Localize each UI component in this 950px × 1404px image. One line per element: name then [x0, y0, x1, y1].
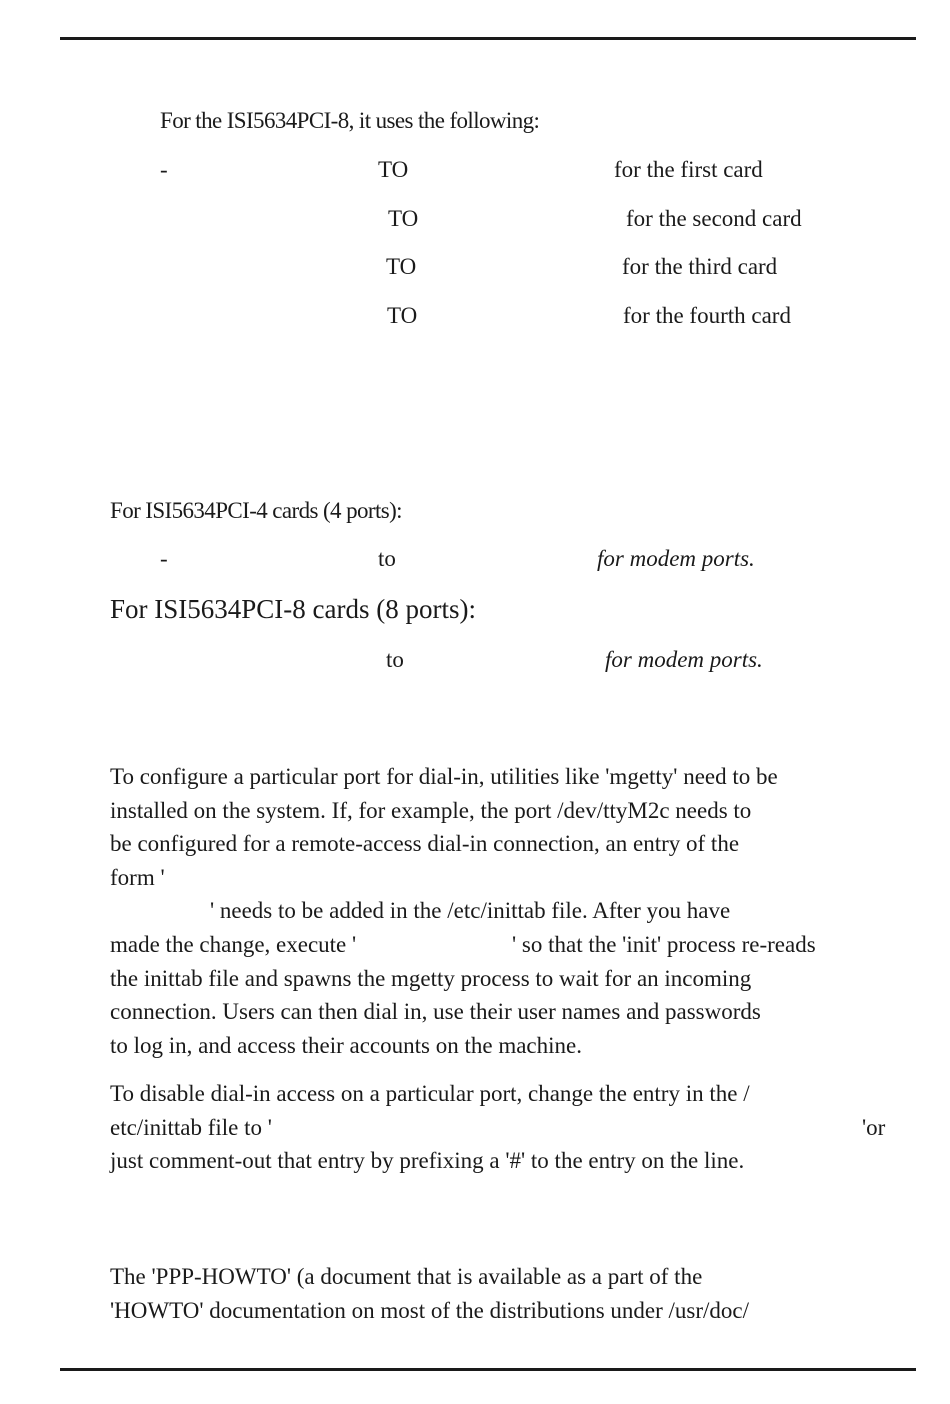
text-line [110, 1111, 920, 1145]
pci4-heading: For ISI5634PCI-4 cards (4 ports): [110, 498, 402, 523]
text-segment: 'or [862, 1114, 886, 1140]
text-line: connection. Users can then dial in, use their user names and passwords [110, 999, 761, 1025]
text-segment: ' so that the 'init' process re-reads [512, 931, 816, 957]
intro-8port: For the ISI5634PCI-8, it uses the following: [160, 108, 540, 133]
text-line: the inittab file and spawns the mgetty process to wait for an incoming [110, 965, 752, 991]
text-segment: etc/inittab file to ' [110, 1114, 272, 1140]
card-range-to: TO [386, 254, 417, 279]
card-range-desc: for the third card [622, 254, 778, 279]
card-range-dash: - [160, 157, 168, 182]
text-line: installed on the system. If, for example, the port /dev/ttyM2c needs to [110, 797, 752, 823]
card-range-to: TO [387, 303, 418, 328]
text-line: 'HOWTO' documentation on most of the distributions under /usr/doc/ [110, 1297, 750, 1323]
card-range-to: TO [388, 206, 419, 231]
card-range-desc: for the first card [614, 157, 763, 182]
pci4-to: to [378, 546, 396, 571]
disable-paragraph [110, 1077, 920, 1178]
pci8-to: to [386, 647, 404, 672]
pci8-desc: for modem ports. [605, 647, 763, 672]
text-line: just comment-out that entry by prefixing a '#' to the entry on the line. [110, 1148, 745, 1174]
card-range-desc: for the fourth card [623, 303, 791, 328]
text-line: To disable dial-in access on a particular port, change the entry in the / [110, 1081, 750, 1106]
text-line [110, 928, 920, 962]
ppp-paragraph [110, 1260, 920, 1327]
card-range-to: TO [378, 157, 409, 182]
text-line: be configured for a remote-access dial-in connection, an entry of the [110, 831, 740, 857]
text-line: To configure a particular port for dial-in, utilities like 'mgetty' need to be [110, 764, 778, 789]
bottom-rule [60, 1368, 916, 1371]
text-line: form ' [110, 864, 165, 890]
pci4-desc: for modem ports. [597, 546, 755, 571]
text-line: ' needs to be added in the /etc/inittab file. After you have [210, 898, 731, 924]
card-range-desc: for the second card [626, 206, 802, 231]
text-segment: made the change, execute ' [110, 931, 357, 957]
text-line: The 'PPP-HOWTO' (a document that is available as a part of the [110, 1264, 703, 1289]
pci4-dash: - [160, 546, 168, 571]
pci8-heading: For ISI5634PCI-8 cards (8 ports): [110, 594, 476, 624]
text-line: to log in, and access their accounts on the machine. [110, 1032, 582, 1058]
dialin-paragraph [110, 760, 920, 1062]
top-rule [60, 37, 916, 40]
